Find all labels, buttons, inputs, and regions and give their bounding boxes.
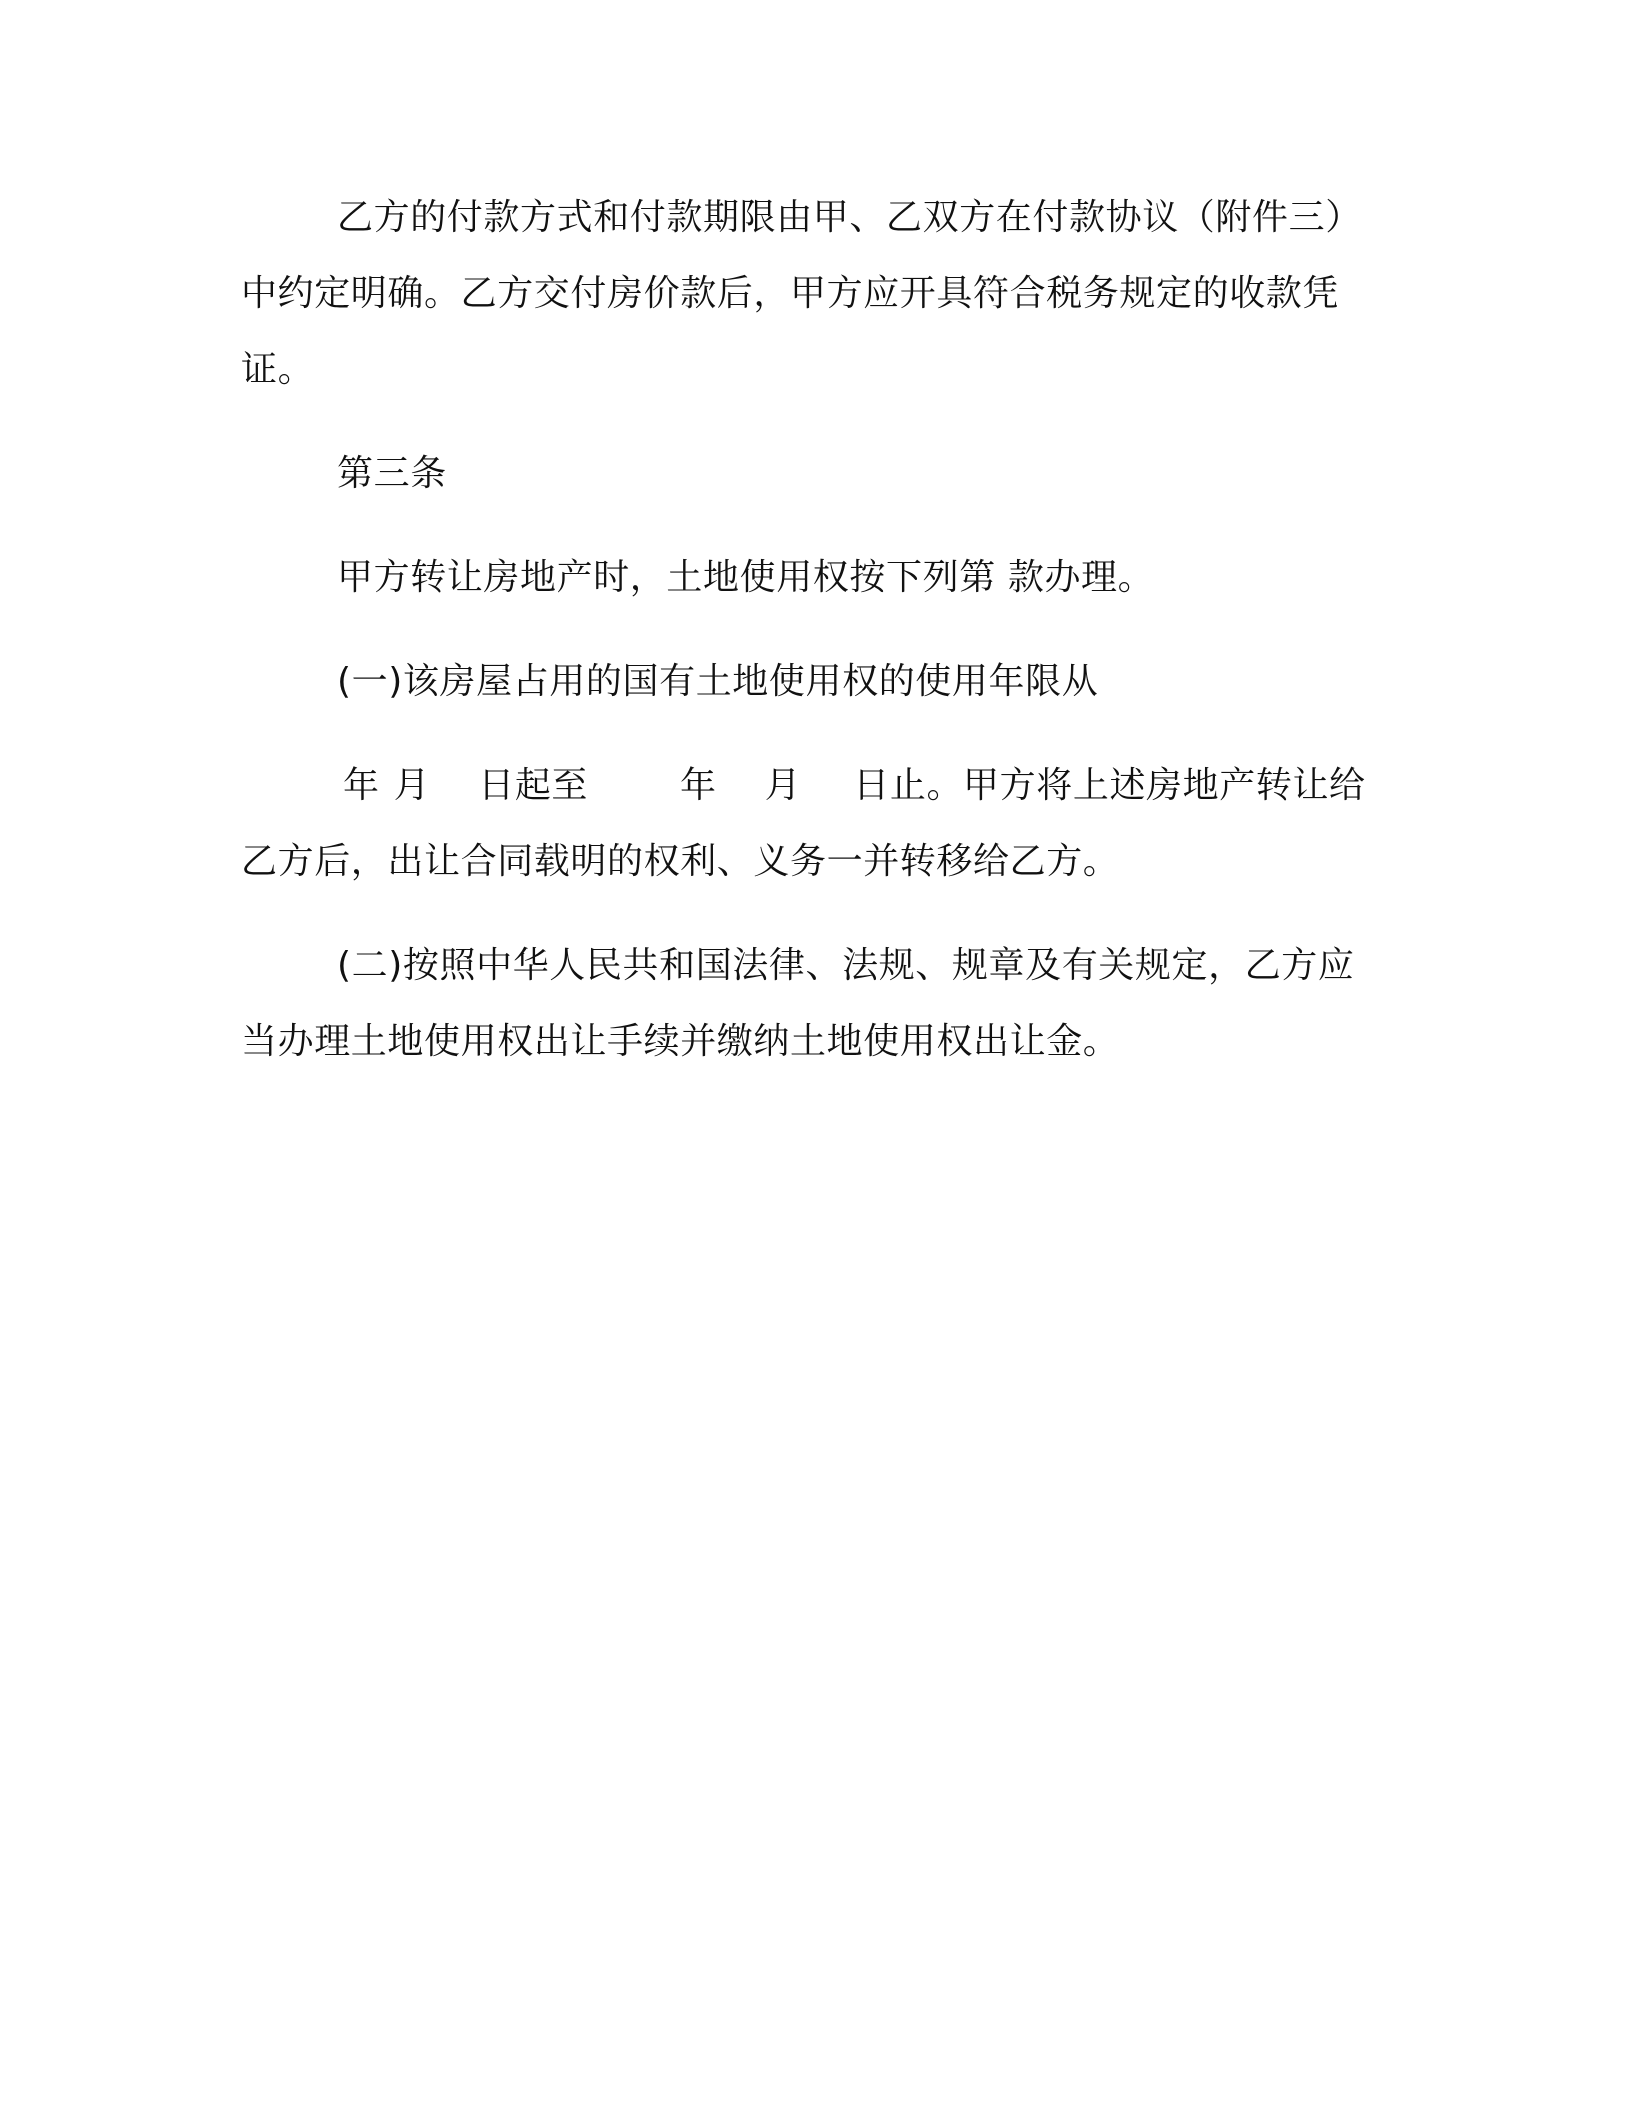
paragraph-item-one-line-3: 乙方后，出让合同载明的权利、义务一并转移给乙方。	[241, 841, 1120, 882]
paragraph-item-one-date-line	[343, 762, 1366, 810]
date-year-end: 年	[680, 765, 717, 806]
date-month-end: 月	[764, 765, 802, 806]
date-year-start: 年	[343, 765, 380, 806]
paragraph-item-one-line-1: (一)该房屋占用的国有土地使用权的使用年限从	[337, 661, 1099, 702]
article-heading: 第三条	[337, 453, 447, 494]
paragraph-land-use-intro: 甲方转让房地产时，土地使用权按下列第 款办理。	[337, 557, 1155, 598]
paragraph-item-two-line-2: 当办理土地使用权出让手续并缴纳土地使用权出让金。	[241, 1021, 1120, 1062]
date-month-start: 月	[393, 765, 431, 806]
paragraph-payment-line-3: 证。	[241, 349, 315, 390]
paragraph-payment-line-1: 乙方的付款方式和付款期限由甲、乙双方在付款协议（附件三）	[337, 197, 1362, 238]
paragraph-payment-line-2: 中约定明确。乙方交付房价款后，甲方应开具符合税务规定的收款凭	[241, 273, 1340, 314]
paragraph-item-two-line-1: (二)按照中华人民共和国法律、法规、规章及有关规定，乙方应	[337, 945, 1355, 986]
date-day-end: 日止。甲方将上述房地产转让给	[853, 765, 1366, 806]
date-day-start: 日起至	[478, 765, 589, 806]
